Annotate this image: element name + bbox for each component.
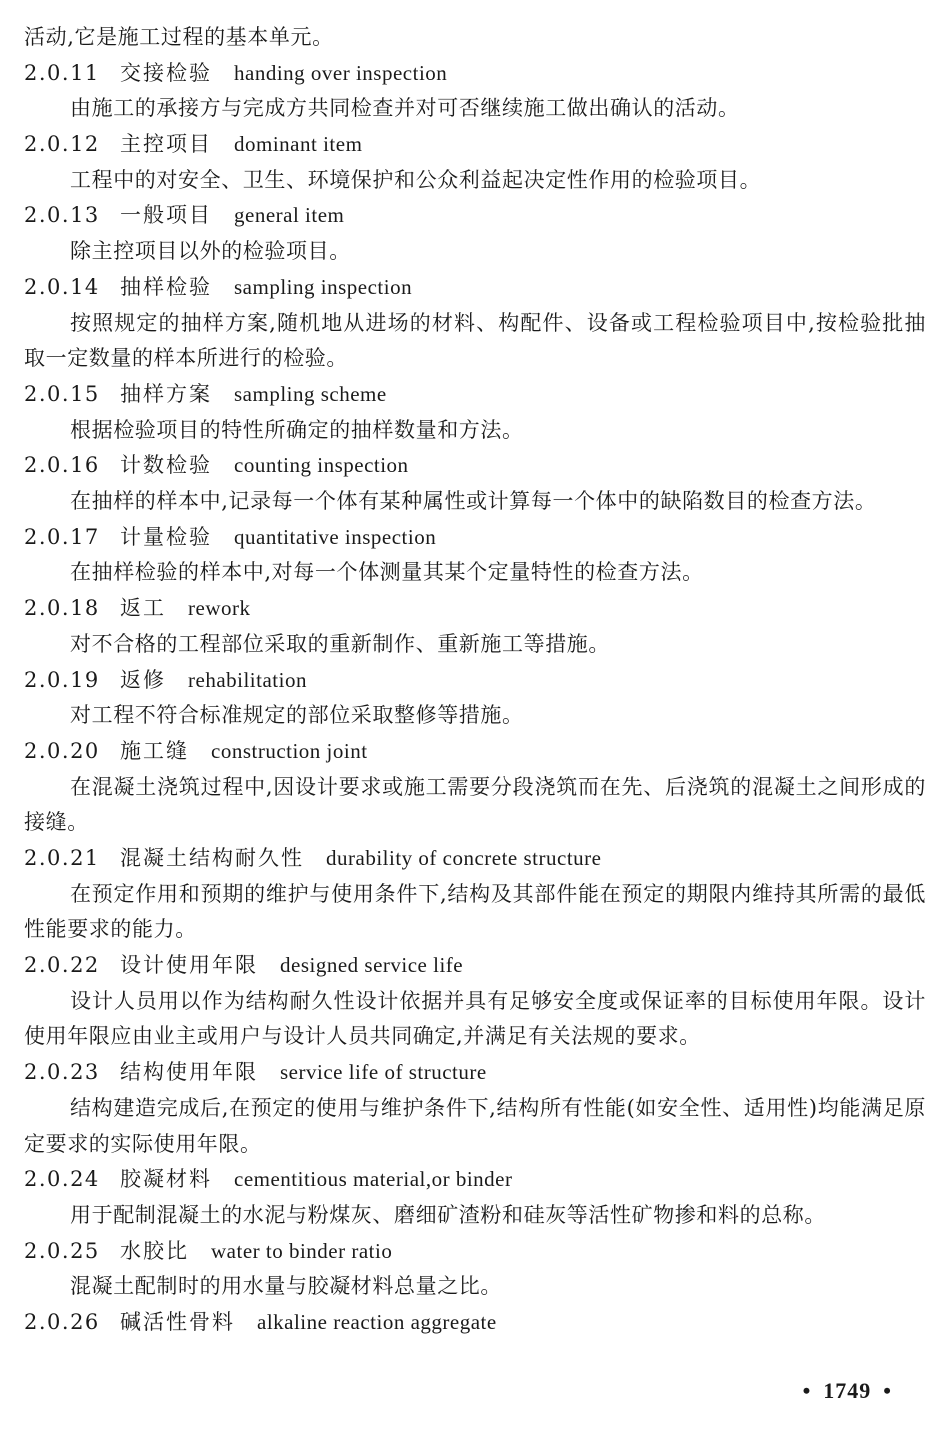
term-chinese: 设计使用年限: [120, 953, 258, 978]
term-heading: [24, 377, 926, 413]
term-english: sampling scheme: [234, 381, 387, 406]
term-heading: [24, 1162, 926, 1198]
term-definition: 工程中的对安全、卫生、环境保护和公众利益起决定性作用的检验项目。: [70, 167, 762, 192]
term-heading: [24, 734, 926, 770]
term-number: 2.0.21: [24, 846, 100, 870]
term-heading: [24, 198, 926, 234]
term-chinese: 碱活性骨料: [120, 1310, 235, 1335]
term-heading: [24, 520, 926, 556]
term-definition: 按照规定的抽样方案,随机地从进场的材料、构配件、设备或工程检验项目中,按检验批抽取一定数量的样本所进行的检验。: [24, 310, 926, 371]
term-english: service life of structure: [280, 1060, 487, 1085]
term-english: counting inspection: [234, 453, 409, 478]
term-definition: 在混凝土浇筑过程中,因设计要求或施工需要分段浇筑而在先、后浇筑的混凝土之间形成的接缝。: [24, 774, 926, 835]
term-number: 2.0.18: [24, 596, 100, 621]
term-definition: 对工程不符合标准规定的部位采取整修等措施。: [70, 703, 524, 728]
term-chinese: 返修: [120, 667, 166, 692]
term-chinese: 一般项目: [120, 203, 212, 228]
term-chinese: 计数检验: [120, 453, 212, 478]
term-english: quantitative inspection: [234, 524, 437, 549]
bullet-left-icon: •: [802, 1378, 812, 1403]
term-chinese: 混凝土结构耐久性: [120, 846, 304, 870]
term-number: 2.0.19: [24, 667, 100, 692]
term-english: designed service life: [280, 953, 464, 978]
term-heading: [24, 663, 926, 699]
term-english: rework: [188, 596, 251, 621]
intro-line: 活动,它是施工过程的基本单元。: [24, 25, 334, 49]
term-number: 2.0.23: [24, 1060, 100, 1085]
term-list: [24, 56, 926, 1341]
term-definition: 用于配制混凝土的水泥与粉煤灰、磨细矿渣粉和硅灰等活性矿物掺和料的总称。: [70, 1202, 826, 1227]
term-english: handing over inspection: [234, 60, 448, 85]
term-chinese: 计量检验: [120, 524, 212, 549]
term-heading: [24, 448, 926, 484]
bullet-right-icon: •: [883, 1378, 892, 1403]
term-chinese: 结构使用年限: [120, 1060, 258, 1085]
term-chinese: 胶凝材料: [120, 1167, 212, 1192]
term-heading: [24, 56, 926, 92]
term-number: 2.0.17: [24, 524, 100, 549]
page-number-value: 1749: [823, 1378, 872, 1403]
term-number: 2.0.20: [24, 738, 100, 763]
term-chinese: 水胶比: [120, 1238, 189, 1263]
term-chinese: 抽样检验: [120, 274, 212, 299]
term-english: cementitious material,or binder: [234, 1167, 513, 1192]
term-heading: [24, 1234, 926, 1270]
page-number: [791, 1378, 904, 1404]
term-heading: [24, 591, 926, 627]
term-english: sampling inspection: [234, 274, 413, 299]
term-number: 2.0.12: [24, 132, 100, 157]
term-heading: [24, 1305, 926, 1341]
term-chinese: 抽样方案: [120, 381, 212, 406]
term-definition: 在抽样检验的样本中,对每一个体测量其某个定量特性的检查方法。: [70, 560, 704, 585]
document-page: [24, 20, 926, 1341]
term-definition: 根据检验项目的特性所确定的抽样数量和方法。: [70, 417, 524, 442]
term-english: rehabilitation: [188, 667, 307, 692]
term-definition: 在预定作用和预期的维护与使用条件下,结构及其部件能在预定的期限内维持其所需的最低性能要求的能力。: [24, 881, 926, 942]
term-number: 2.0.24: [24, 1167, 100, 1192]
term-definition: 设计人员用以作为结构耐久性设计依据并具有足够安全度或保证率的目标使用年限。设计使用年限应由业主或用户与设计人员共同确定,并满足有关法规的要求。: [24, 988, 926, 1049]
term-english: alkaline reaction aggregate: [257, 1310, 497, 1335]
term-number: 2.0.15: [24, 381, 100, 406]
term-heading: [24, 127, 926, 163]
term-number: 2.0.13: [24, 203, 100, 228]
term-heading: [24, 948, 926, 984]
term-heading: [24, 270, 926, 306]
term-english: durability of concrete structure: [326, 846, 602, 870]
term-number: 2.0.22: [24, 953, 100, 978]
term-number: 2.0.14: [24, 274, 100, 299]
term-definition: 除主控项目以外的检验项目。: [70, 239, 351, 264]
term-number: 2.0.11: [24, 60, 100, 85]
term-number: 2.0.16: [24, 453, 100, 478]
term-english: dominant item: [234, 132, 363, 157]
term-english: construction joint: [211, 738, 368, 763]
term-chinese: 交接检验: [120, 60, 212, 85]
term-english: general item: [234, 203, 345, 228]
term-definition: 由施工的承接方与完成方共同检查并对可否继续施工做出确认的活动。: [70, 96, 740, 121]
term-definition: 在抽样的样本中,记录每一个体有某种属性或计算每一个体中的缺陷数目的检查方法。: [70, 489, 877, 514]
term-heading: [24, 841, 926, 877]
term-chinese: 施工缝: [120, 738, 189, 763]
term-chinese: 主控项目: [120, 132, 212, 157]
term-number: 2.0.26: [24, 1310, 100, 1335]
term-number: 2.0.25: [24, 1238, 100, 1263]
term-definition: 结构建造完成后,在预定的使用与维护条件下,结构所有性能(如安全性、适用性)均能满足原定要求的实际使用年限。: [24, 1095, 926, 1156]
term-english: water to binder ratio: [211, 1238, 393, 1263]
term-heading: [24, 1055, 926, 1091]
term-definition: 混凝土配制时的用水量与胶凝材料总量之比。: [70, 1274, 502, 1299]
term-definition: 对不合格的工程部位采取的重新制作、重新施工等措施。: [70, 631, 610, 656]
term-chinese: 返工: [120, 596, 166, 621]
